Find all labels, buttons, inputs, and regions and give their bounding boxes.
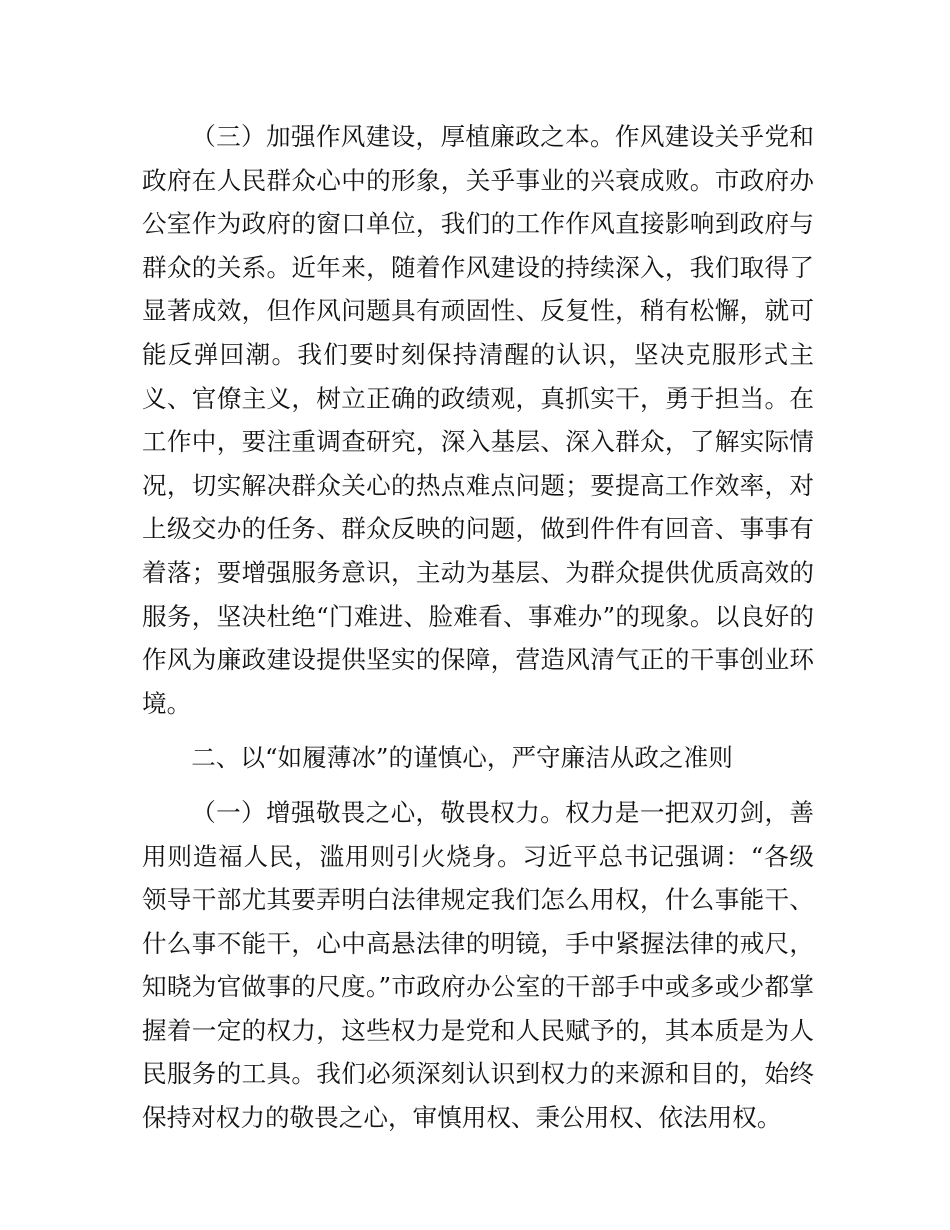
section-heading-two: 二、以“如履薄冰”的谨慎心，严守廉洁从政之准则 (191, 743, 733, 773)
paragraph-respect-power: （一）增强敬畏之心，敬畏权力。权力是一把双刃剑，善用则造福人民，滥用则引火烧身。习近平总书记强调：“各级领导干部尤其要弄明白法律规定我们怎么用权，什么事能干、什么事不能干，心中高悬法律的明镜，手中紧握法律的戒尺，知晓为官做事的尺度。”市政府办公室的干部手中或多或少都掌握着一定的权力，这些权力是党和人民赋予的，其本质是为人民服务的工具。我们必须深刻认识到权力的来源和目的，始终保持对权力的敬畏之心，审慎用权、秉公用权、依法用权。 (142, 797, 814, 1133)
document-page (142, 115, 814, 1140)
paragraph-style-building: （三）加强作风建设，厚植廉政之本。作风建设关乎党和政府在人民群众心中的形象，关乎事业的兴衰成败。市政府办公室作为政府的窗口单位，我们的工作作风直接影响到政府与群众的关系。近年来，随着作风建设的持续深入，我们取得了显著成效，但作风问题具有顽固性、反复性，稍有松懈，就可能反弹回潮。我们要时刻保持清醒的认识，坚决克服形式主义、官僚主义，树立正确的政绩观，真抓实干，勇于担当。在工作中，要注重调查研究，深入基层、深入群众，了解实际情况，切实解决群众关心的热点难点问题；要提高工作效率，对上级交办的任务、群众反映的问题，做到件件有回音、事事有着落；要增强服务意识，主动为基层、为群众提供优质高效的服务，坚决杜绝“门难进、脸难看、事难办”的现象。以良好的作风为廉政建设提供坚实的保障，营造风清气正的干事创业环境。 (142, 122, 814, 718)
